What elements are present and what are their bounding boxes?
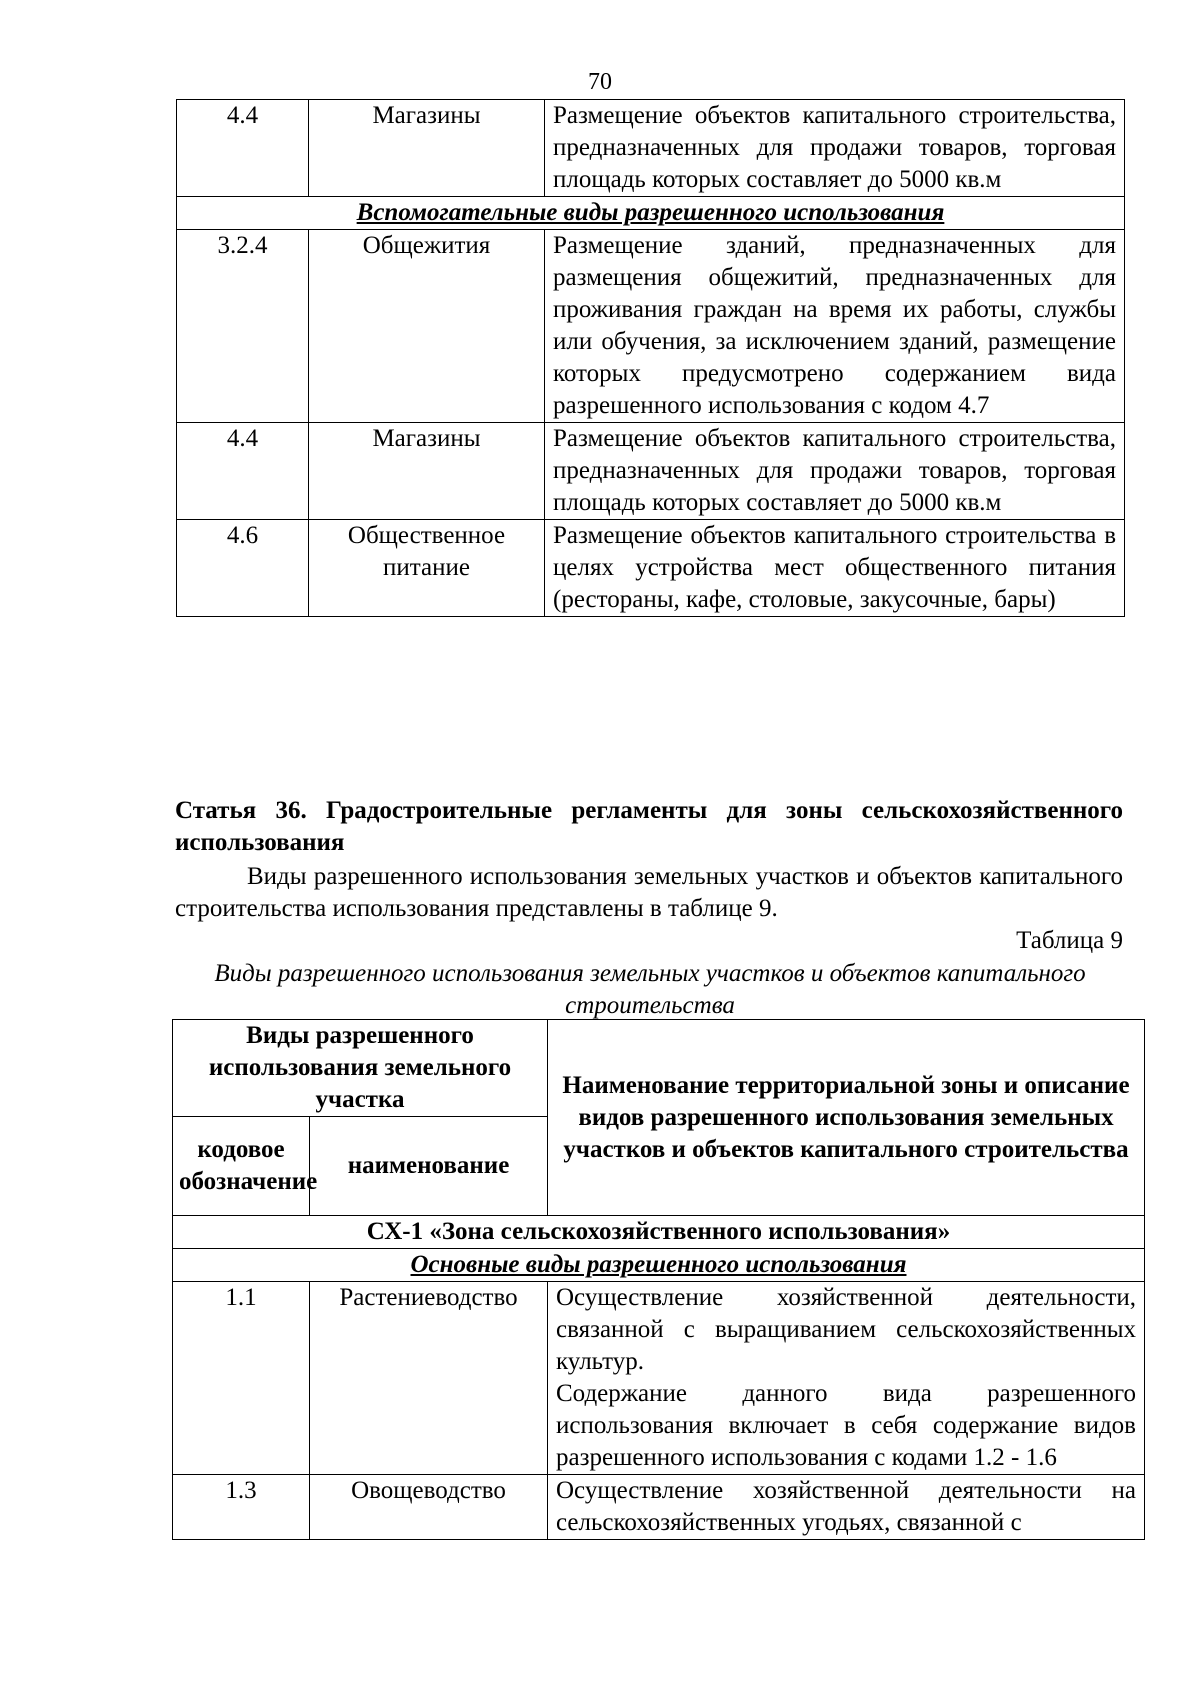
description-paragraph: Размещение объектов капитального строительства, предназначенных для продажи товаров, торговая площадь которых составляет до 5000 кв.м [553,102,1116,193]
description-paragraph: Размещение объектов капитального строительства, предназначенных для продажи товаров, торговая площадь которых составляет до 5000 кв.м [553,425,1116,516]
code-cell: 4.4 [177,423,309,520]
table-row [177,230,1125,423]
table-row [177,100,1125,197]
article-heading: Статья 36. Градостроительные регламенты для зоны сельскохозяйственного использования [175,797,1123,856]
header-description: Наименование территориальной зоны и описание видов разрешенного использования земельных участков и объектов капитального строительства [548,1020,1145,1216]
section-title: Вспомогательные виды разрешенного использования [177,197,1125,230]
article-body: Виды разрешенного использования земельных участков и объектов капитального строительства использования представлены в таблице 9. [175,863,1123,922]
name-cell: Магазины [309,423,545,520]
section-title: Основные виды разрешенного использования [173,1249,1145,1282]
zone-regulations-table-continued [176,99,1125,617]
page-number: 70 [588,69,612,95]
description-paragraph: Содержание данного вида разрешенного использования включает в себя содержание видов разрешенного использования с кодами 1.2 - 1.6 [556,1380,1136,1471]
code-cell: 1.3 [173,1475,310,1540]
description-paragraph: Размещение зданий, предназначенных для размещения общежитий, предназначенных для проживания граждан на время их работы, службы или обучения, за исключением зданий, размещение которых предусмотрено содержанием вида разрешенного использования с кодом 4.7 [553,232,1116,419]
code-cell: 1.1 [173,1282,310,1475]
name-cell: Общественное питание [309,520,545,617]
permitted-use-table [172,1019,1145,1540]
table-row [177,520,1125,617]
description-cell [545,100,1125,197]
zone-title: СХ-1 «Зона сельскохозяйственного использования» [173,1216,1145,1249]
code-cell: 3.2.4 [177,230,309,423]
section-row [173,1249,1145,1282]
description-cell [548,1475,1145,1540]
table-caption: Виды разрешенного использования земельных участков и объектов капитального строительства [214,960,1086,1019]
description-paragraph: Осуществление хозяйственной деятельности на сельскохозяйственных угодьях, связанной с [556,1477,1136,1536]
name-cell: Растениеводство [310,1282,548,1475]
code-cell: 4.4 [177,100,309,197]
table-row [173,1282,1145,1475]
table-row [177,423,1125,520]
table-row [173,1475,1145,1540]
section-row [177,197,1125,230]
description-cell [548,1282,1145,1475]
header-code: кодовое обозначение [173,1117,310,1216]
description-cell [545,230,1125,423]
header-name: наименование [310,1117,548,1216]
description-cell [545,423,1125,520]
description-paragraph: Размещение объектов капитального строительства в целях устройства мест общественного питания (рестораны, кафе, столовые, закусочные, бары) [553,522,1116,613]
name-cell: Овощеводство [310,1475,548,1540]
name-cell: Магазины [309,100,545,197]
description-paragraph: Осуществление хозяйственной деятельности, связанной с выращиванием сельскохозяйственных культур. [556,1284,1136,1375]
name-cell: Общежития [309,230,545,423]
table-label: Таблица 9 [1016,927,1123,954]
zone-row [173,1216,1145,1249]
code-cell: 4.6 [177,520,309,617]
header-group: Виды разрешенного использования земельного участка [173,1020,548,1117]
description-cell [545,520,1125,617]
